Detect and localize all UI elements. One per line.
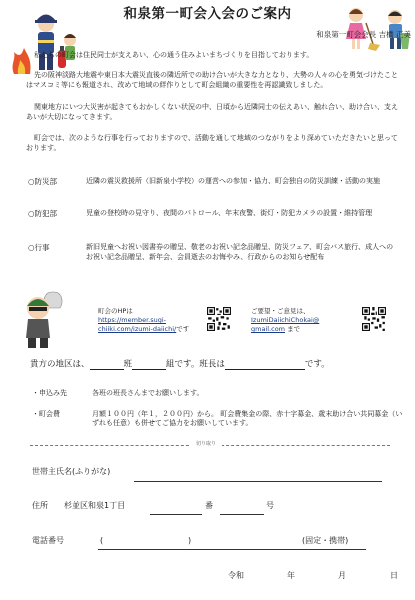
date-year-label: 年 xyxy=(287,571,295,580)
activity-text-disaster-prevention: 近隣の震災救援所（旧新泉小学校）の運営への参加・協力、町会独自の防災訓練・活動の実施 xyxy=(86,177,380,185)
phone-field[interactable] xyxy=(98,549,366,550)
householder-name-label: 世帯主氏名(ふりがな) xyxy=(32,467,111,476)
author-line: 和泉第一町会会長 吉橋 正美 xyxy=(316,30,411,39)
intro-paragraph-2: 先の阪神淡路大地震や東日本大震災直後の隣近所での助け合いが大きな力となり、大勢の人々の心を勇気づけたことはマスコミ等にも報道され、改めて地域の絆作りとして町会組織の重要性を再認識致しました。 xyxy=(26,71,398,89)
han-blank xyxy=(90,359,124,370)
phone-paren-open: ( xyxy=(100,536,104,545)
kumi-label: 組です。班長は xyxy=(166,359,225,370)
homepage-label: 町会のHPは xyxy=(98,307,133,315)
homepage-link-line1[interactable]: https://member.sugi- xyxy=(98,316,167,324)
cut-label: 切り取り xyxy=(190,441,222,447)
membership-fee-text: 月額１００円（年１，２００円）から。 町会費集金の際、赤十字募金、歳末助け合い共同募金（いずれも任意）も併せてご協力をお願いしています。 xyxy=(92,410,403,428)
activity-text-events: 新旧児童へお祝い図書券の贈呈、敬老のお祝い記念品贈呈、防災フェア、町会バス旅行、成人へのお祝い記念品贈呈、新年会、会員逝去のお悔やみ、行政からのお知らせ配布 xyxy=(86,243,394,261)
contact-label: ご要望・ご意見は、 xyxy=(251,307,310,315)
contact-suffix: まで xyxy=(287,325,301,333)
han-label: 班 xyxy=(123,359,133,370)
contact-email-row xyxy=(251,325,300,334)
contact-qr-code xyxy=(362,307,386,331)
date-month-label: 月 xyxy=(338,571,346,580)
leader-blank xyxy=(225,359,305,370)
membership-fee-label: ・町会費 xyxy=(32,410,60,418)
date-day-label: 日 xyxy=(390,571,398,580)
date-era: 令和 xyxy=(228,571,244,580)
page-title: 和泉第一町会入会のご案内 xyxy=(123,6,292,22)
firefighter-illustration xyxy=(8,10,80,76)
address-label: 住所 xyxy=(32,501,48,510)
thief-illustration xyxy=(16,286,74,350)
contact-email-line2[interactable]: gmail.com xyxy=(251,325,286,333)
address-prefix: 杉並区和泉1丁目 xyxy=(64,501,126,510)
phone-label: 電話番号 xyxy=(32,536,64,545)
intro-paragraph-3: 関東地方にいつ大災害が起きてもおかしくない状況の中、日頃から近隣同士の伝えあい、触れ合い、助け合い、支えあいが大切になってきます。 xyxy=(26,103,398,121)
intro-paragraph-4: 町会では、次のような行事を行っておりますので、活動を通して地域のつながりをより深めていただきたいと思っております。 xyxy=(26,134,398,152)
contact-email-line1[interactable]: IzumiDaiichiChokai@ xyxy=(251,316,320,324)
homepage-qr-code xyxy=(207,307,231,331)
address-number-field[interactable] xyxy=(220,514,264,515)
homepage-suffix: です xyxy=(176,325,190,333)
activity-text-crime-prevention: 児童の登校時の見守り、夜間のパトロール、年末夜警、街灯・防犯カメラの設置・維持管理 xyxy=(86,209,373,217)
activity-label-crime-prevention: ○防犯部 xyxy=(28,209,58,218)
children-cleaning-illustration xyxy=(340,5,412,51)
phone-type-label: (固定・携帯) xyxy=(302,536,349,545)
activity-label-disaster-prevention: ○防災部 xyxy=(28,177,58,186)
homepage-link-line2[interactable]: chiiki.com/izumi-daiichi/ xyxy=(98,325,177,333)
go-label: 号 xyxy=(266,501,274,510)
area-assignment-line xyxy=(30,359,410,370)
area-suffix: です。 xyxy=(304,359,330,370)
kumi-blank xyxy=(132,359,166,370)
homepage-url-row xyxy=(98,325,189,334)
householder-name-field[interactable] xyxy=(134,481,382,482)
intro-paragraph-1: 私たちの町会は住民同士が支えあい、心の通う住みよいまちづくりを目指しております。 xyxy=(34,51,314,59)
ban-label: 番 xyxy=(205,501,213,510)
area-prefix: 貴方の地区は、 xyxy=(30,359,90,370)
phone-paren-close: ) xyxy=(188,536,192,545)
activity-label-events: ○行事 xyxy=(28,243,50,252)
application-text: 各班の班長さんまでお願いします。 xyxy=(92,389,204,397)
application-label: ・申込み先 xyxy=(32,389,67,397)
address-block-field[interactable] xyxy=(150,514,202,515)
